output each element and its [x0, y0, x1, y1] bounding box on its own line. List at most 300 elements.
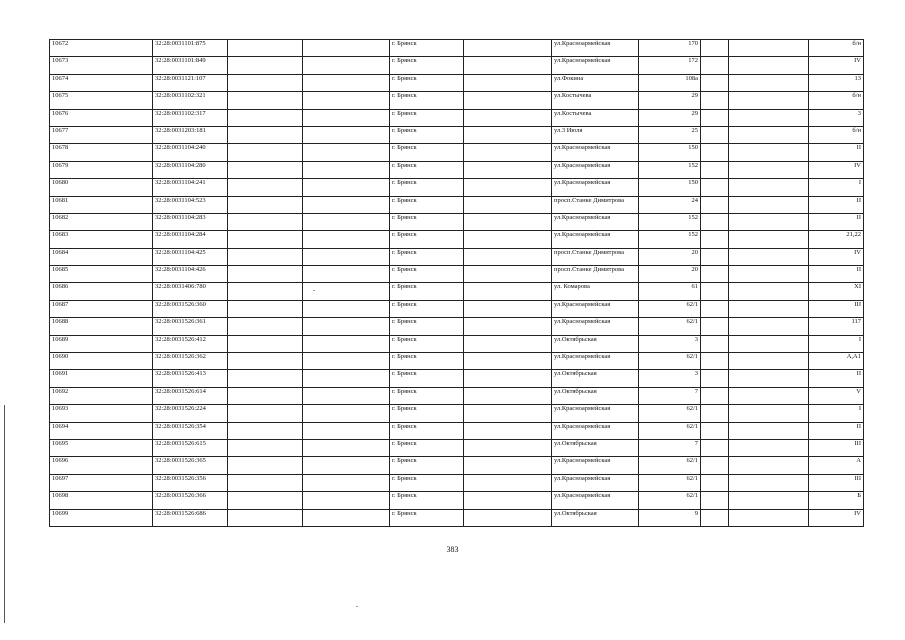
building: II — [809, 196, 864, 213]
house-number: 152 — [639, 161, 701, 178]
record-number: 10677 — [50, 126, 153, 143]
record-number: 10684 — [50, 248, 153, 265]
cadastral-number: 32:28:0031101:849 — [153, 57, 228, 74]
empty-cell — [303, 492, 390, 509]
table-row — [50, 179, 864, 196]
house-number: 152 — [639, 231, 701, 248]
table-row — [50, 474, 864, 491]
table-row — [50, 492, 864, 509]
building: I — [809, 405, 864, 422]
record-number: 10689 — [50, 335, 153, 352]
table-row — [50, 92, 864, 109]
table-row — [50, 353, 864, 370]
empty-cell — [464, 457, 552, 474]
empty-cell — [464, 213, 552, 230]
empty-cell — [729, 300, 809, 317]
street: ул.Красноармейская — [552, 422, 639, 439]
house-number: 62/1 — [639, 474, 701, 491]
empty-cell — [464, 422, 552, 439]
empty-cell — [701, 40, 729, 57]
table-row — [50, 231, 864, 248]
house-number: 7 — [639, 439, 701, 456]
building: IV — [809, 248, 864, 265]
cadastral-number: 32:28:0031526:356 — [153, 474, 228, 491]
empty-cell — [228, 40, 303, 57]
street: ул.Красноармейская — [552, 161, 639, 178]
record-number: 10692 — [50, 387, 153, 404]
building: А — [809, 457, 864, 474]
empty-cell — [701, 92, 729, 109]
empty-cell — [464, 109, 552, 126]
street: ул.Октябрьская — [552, 335, 639, 352]
city: г. Брянск — [390, 161, 464, 178]
empty-cell — [303, 300, 390, 317]
cadastral-number: 32:28:0031526:614 — [153, 387, 228, 404]
record-number: 10680 — [50, 179, 153, 196]
cadastral-number: 32:28:0031406:780 — [153, 283, 228, 300]
cadastral-number: 32:28:0031526:413 — [153, 370, 228, 387]
cadastral-number: 32:28:0031203:181 — [153, 126, 228, 143]
record-number: 10695 — [50, 439, 153, 456]
empty-cell — [701, 318, 729, 335]
empty-cell — [303, 457, 390, 474]
record-number: 10688 — [50, 318, 153, 335]
city: г. Брянск — [390, 179, 464, 196]
building: 21,22 — [809, 231, 864, 248]
building: 13 — [809, 74, 864, 91]
empty-cell — [228, 509, 303, 526]
empty-cell — [303, 509, 390, 526]
building: I — [809, 179, 864, 196]
empty-cell — [729, 318, 809, 335]
house-number: 62/1 — [639, 353, 701, 370]
record-number: 10673 — [50, 57, 153, 74]
house-number: 3 — [639, 335, 701, 352]
table-row — [50, 40, 864, 57]
empty-cell — [464, 74, 552, 91]
empty-cell — [729, 405, 809, 422]
city: г. Брянск — [390, 509, 464, 526]
record-number: 10674 — [50, 74, 153, 91]
empty-cell — [228, 492, 303, 509]
record-number: 10678 — [50, 144, 153, 161]
empty-cell — [701, 231, 729, 248]
city: г. Брянск — [390, 126, 464, 143]
table-row — [50, 266, 864, 283]
empty-cell — [228, 283, 303, 300]
register-table — [49, 39, 864, 527]
street: ул.Октябрьская — [552, 509, 639, 526]
empty-cell — [228, 474, 303, 491]
empty-cell — [701, 335, 729, 352]
house-number: 62/1 — [639, 405, 701, 422]
empty-cell — [228, 457, 303, 474]
empty-cell — [464, 144, 552, 161]
city: г. Брянск — [390, 109, 464, 126]
empty-cell — [303, 196, 390, 213]
empty-cell — [729, 283, 809, 300]
empty-cell — [303, 179, 390, 196]
city: г. Брянск — [390, 422, 464, 439]
empty-cell — [303, 57, 390, 74]
empty-cell — [701, 248, 729, 265]
city: г. Брянск — [390, 492, 464, 509]
cadastral-number: 32:28:0031104:280 — [153, 161, 228, 178]
street: ул.Красноармейская — [552, 457, 639, 474]
table-row — [50, 57, 864, 74]
empty-cell — [464, 300, 552, 317]
cadastral-number: 32:28:0031526:360 — [153, 300, 228, 317]
empty-cell — [228, 335, 303, 352]
cadastral-number: 32:28:0031526:224 — [153, 405, 228, 422]
table-row — [50, 248, 864, 265]
cadastral-number: 32:28:0031526:362 — [153, 353, 228, 370]
table-row — [50, 74, 864, 91]
scan-margin-line — [4, 405, 5, 623]
empty-cell — [464, 126, 552, 143]
cadastral-number: 32:28:0031104:240 — [153, 144, 228, 161]
empty-cell — [464, 196, 552, 213]
empty-cell — [303, 439, 390, 456]
empty-cell — [464, 474, 552, 491]
record-number: 10686 — [50, 283, 153, 300]
empty-cell — [228, 318, 303, 335]
street: просп.Станке Димитрова — [552, 196, 639, 213]
street: ул.Фокина — [552, 74, 639, 91]
empty-cell — [303, 318, 390, 335]
empty-cell — [303, 74, 390, 91]
empty-cell — [729, 353, 809, 370]
empty-cell — [228, 196, 303, 213]
empty-cell — [701, 109, 729, 126]
empty-cell — [228, 144, 303, 161]
house-number: 24 — [639, 196, 701, 213]
table-row — [50, 196, 864, 213]
empty-cell — [464, 179, 552, 196]
empty-cell — [729, 387, 809, 404]
street: ул. Комарова — [552, 283, 639, 300]
record-number: 10699 — [50, 509, 153, 526]
table-row — [50, 161, 864, 178]
table-row — [50, 213, 864, 230]
street: ул.Красноармейская — [552, 474, 639, 491]
record-number: 10682 — [50, 213, 153, 230]
empty-cell — [228, 109, 303, 126]
street: ул.Красноармейская — [552, 405, 639, 422]
street: ул.3 Июля — [552, 126, 639, 143]
record-number: 10679 — [50, 161, 153, 178]
city: г. Брянск — [390, 213, 464, 230]
table-row — [50, 457, 864, 474]
record-number: 10681 — [50, 196, 153, 213]
city: г. Брянск — [390, 283, 464, 300]
empty-cell — [729, 179, 809, 196]
building: б/н — [809, 40, 864, 57]
empty-cell — [303, 474, 390, 491]
building: III — [809, 300, 864, 317]
page-number: 383 — [446, 545, 459, 554]
table-row — [50, 300, 864, 317]
house-number: 150 — [639, 144, 701, 161]
empty-cell — [729, 439, 809, 456]
empty-cell — [303, 335, 390, 352]
cadastral-number: 32:28:0031526:615 — [153, 439, 228, 456]
table-row — [50, 370, 864, 387]
record-number: 10687 — [50, 300, 153, 317]
empty-cell — [701, 492, 729, 509]
table-row — [50, 335, 864, 352]
city: г. Брянск — [390, 457, 464, 474]
empty-cell — [701, 266, 729, 283]
record-number: 10683 — [50, 231, 153, 248]
house-number: 7 — [639, 387, 701, 404]
building: б/н — [809, 126, 864, 143]
building: б/н — [809, 92, 864, 109]
table-row — [50, 318, 864, 335]
house-number: 62/1 — [639, 318, 701, 335]
record-number: 10685 — [50, 266, 153, 283]
empty-cell — [701, 474, 729, 491]
empty-cell — [729, 266, 809, 283]
building: IV — [809, 57, 864, 74]
empty-cell — [464, 370, 552, 387]
table-row — [50, 422, 864, 439]
empty-cell — [303, 387, 390, 404]
house-number: 20 — [639, 266, 701, 283]
empty-cell — [303, 405, 390, 422]
empty-cell — [228, 92, 303, 109]
city: г. Брянск — [390, 248, 464, 265]
cadastral-number: 32:28:0031104:283 — [153, 213, 228, 230]
empty-cell — [303, 353, 390, 370]
empty-cell — [729, 196, 809, 213]
street: ул.Красноармейская — [552, 213, 639, 230]
street: ул.Костычева — [552, 92, 639, 109]
house-number: 9 — [639, 509, 701, 526]
table-row — [50, 387, 864, 404]
empty-cell — [464, 57, 552, 74]
city: г. Брянск — [390, 74, 464, 91]
empty-cell — [464, 283, 552, 300]
record-number: 10690 — [50, 353, 153, 370]
empty-cell — [464, 492, 552, 509]
street: ул.Красноармейская — [552, 144, 639, 161]
empty-cell — [729, 370, 809, 387]
scan-speck — [356, 606, 358, 607]
cadastral-number: 32:28:0031121:107 — [153, 74, 228, 91]
empty-cell — [228, 387, 303, 404]
empty-cell — [701, 74, 729, 91]
empty-cell — [303, 144, 390, 161]
empty-cell — [228, 266, 303, 283]
city: г. Брянск — [390, 92, 464, 109]
table-row — [50, 405, 864, 422]
empty-cell — [228, 126, 303, 143]
empty-cell — [729, 109, 809, 126]
building: XI — [809, 283, 864, 300]
empty-cell — [228, 370, 303, 387]
table-row — [50, 126, 864, 143]
empty-cell — [228, 422, 303, 439]
empty-cell — [228, 74, 303, 91]
empty-cell — [701, 161, 729, 178]
house-number: 170 — [639, 40, 701, 57]
empty-cell — [464, 40, 552, 57]
cadastral-number: 32:28:0031102:317 — [153, 109, 228, 126]
empty-cell — [701, 300, 729, 317]
empty-cell — [228, 439, 303, 456]
street: ул.Красноармейская — [552, 57, 639, 74]
record-number: 10676 — [50, 109, 153, 126]
cadastral-number: 32:28:0031526:366 — [153, 492, 228, 509]
street: ул.Октябрьская — [552, 439, 639, 456]
house-number: 150 — [639, 179, 701, 196]
building: II — [809, 213, 864, 230]
house-number: 172 — [639, 57, 701, 74]
empty-cell — [464, 318, 552, 335]
city: г. Брянск — [390, 266, 464, 283]
city: г. Брянск — [390, 40, 464, 57]
city: г. Брянск — [390, 370, 464, 387]
empty-cell — [729, 231, 809, 248]
empty-cell — [701, 179, 729, 196]
cadastral-number: 32:28:0031104:426 — [153, 266, 228, 283]
building: II — [809, 370, 864, 387]
empty-cell — [701, 57, 729, 74]
empty-cell — [729, 40, 809, 57]
city: г. Брянск — [390, 231, 464, 248]
empty-cell — [701, 144, 729, 161]
building: II — [809, 266, 864, 283]
record-number: 10693 — [50, 405, 153, 422]
house-number: 108а — [639, 74, 701, 91]
street: ул.Красноармейская — [552, 300, 639, 317]
record-number: 10696 — [50, 457, 153, 474]
building: II — [809, 144, 864, 161]
empty-cell — [464, 161, 552, 178]
street: просп.Станке Димитрова — [552, 248, 639, 265]
empty-cell — [729, 422, 809, 439]
house-number: 62/1 — [639, 300, 701, 317]
house-number: 62/1 — [639, 492, 701, 509]
empty-cell — [228, 353, 303, 370]
empty-cell — [464, 353, 552, 370]
empty-cell — [464, 266, 552, 283]
empty-cell — [464, 92, 552, 109]
empty-cell — [729, 213, 809, 230]
empty-cell — [729, 509, 809, 526]
street: ул.Красноармейская — [552, 40, 639, 57]
street: ул.Октябрьская — [552, 370, 639, 387]
building: Б — [809, 492, 864, 509]
empty-cell — [303, 248, 390, 265]
house-number: 152 — [639, 213, 701, 230]
empty-cell — [303, 92, 390, 109]
empty-cell — [464, 405, 552, 422]
empty-cell — [228, 248, 303, 265]
building: IV — [809, 161, 864, 178]
cadastral-number: 32:28:0031102:321 — [153, 92, 228, 109]
street: ул.Октябрьская — [552, 387, 639, 404]
empty-cell — [701, 509, 729, 526]
empty-cell — [303, 40, 390, 57]
cadastral-number: 32:28:0031526:361 — [153, 318, 228, 335]
empty-cell — [303, 231, 390, 248]
empty-cell — [701, 370, 729, 387]
building: III — [809, 439, 864, 456]
empty-cell — [303, 213, 390, 230]
house-number: 62/1 — [639, 422, 701, 439]
house-number: 29 — [639, 109, 701, 126]
empty-cell — [729, 126, 809, 143]
scan-speck — [313, 290, 315, 291]
empty-cell — [303, 109, 390, 126]
record-number: 10672 — [50, 40, 153, 57]
empty-cell — [729, 335, 809, 352]
cadastral-number: 32:28:0031104:523 — [153, 196, 228, 213]
cadastral-number: 32:28:0031526:365 — [153, 457, 228, 474]
table-row — [50, 283, 864, 300]
empty-cell — [303, 283, 390, 300]
empty-cell — [701, 126, 729, 143]
table-row — [50, 509, 864, 526]
record-number: 10694 — [50, 422, 153, 439]
building: V — [809, 387, 864, 404]
empty-cell — [701, 283, 729, 300]
building: II — [809, 422, 864, 439]
empty-cell — [701, 353, 729, 370]
street: просп.Станке Димитрова — [552, 266, 639, 283]
table-body — [50, 40, 864, 527]
building: III — [809, 474, 864, 491]
empty-cell — [303, 422, 390, 439]
house-number: 3 — [639, 370, 701, 387]
cadastral-number: 32:28:0031526:412 — [153, 335, 228, 352]
empty-cell — [228, 161, 303, 178]
empty-cell — [228, 231, 303, 248]
empty-cell — [729, 57, 809, 74]
cadastral-number: 32:28:0031526:686 — [153, 509, 228, 526]
table-row — [50, 109, 864, 126]
city: г. Брянск — [390, 144, 464, 161]
street: ул.Красноармейская — [552, 492, 639, 509]
empty-cell — [303, 266, 390, 283]
city: г. Брянск — [390, 196, 464, 213]
cadastral-number: 32:28:0031526:354 — [153, 422, 228, 439]
house-number: 25 — [639, 126, 701, 143]
building: А,А1 — [809, 353, 864, 370]
empty-cell — [464, 248, 552, 265]
empty-cell — [303, 126, 390, 143]
cadastral-number: 32:28:0031104:241 — [153, 179, 228, 196]
empty-cell — [303, 161, 390, 178]
street: ул.Красноармейская — [552, 318, 639, 335]
city: г. Брянск — [390, 353, 464, 370]
empty-cell — [464, 439, 552, 456]
house-number: 20 — [639, 248, 701, 265]
empty-cell — [729, 248, 809, 265]
city: г. Брянск — [390, 405, 464, 422]
house-number: 29 — [639, 92, 701, 109]
record-number: 10691 — [50, 370, 153, 387]
city: г. Брянск — [390, 439, 464, 456]
cadastral-number: 32:28:0031104:284 — [153, 231, 228, 248]
empty-cell — [729, 492, 809, 509]
city: г. Брянск — [390, 57, 464, 74]
city: г. Брянск — [390, 335, 464, 352]
empty-cell — [729, 161, 809, 178]
empty-cell — [228, 213, 303, 230]
